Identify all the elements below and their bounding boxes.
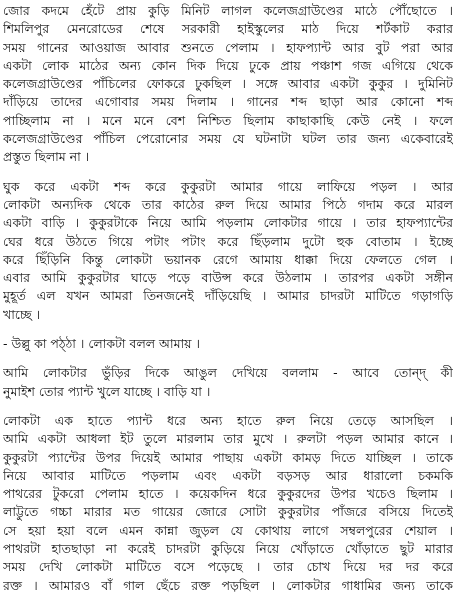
text-line: সময় দেখি লোকটা মাটিতে বসে পড়েছে । তার চোখ দিয়ে দর দর করে <box>3 559 453 575</box>
text-line: পাথরের টুকরো পেলাম হাতে । কয়েকদিন ধরে কুকুরদের উপর খচেও ছিলাম । <box>3 486 453 502</box>
text-line: রক্ত । আমারও বাঁ গাল ছেঁচে রক্ত পড়ছিল । লোকটার গাধামির জন্য তাকে <box>3 577 453 593</box>
paragraph-5 <box>3 412 453 595</box>
text-line: কুকুরটা প্যান্টের উপর দিয়েই আমার পাছায় একটা কামড় দিতে যাচ্ছিল । তাকে <box>3 449 453 465</box>
paragraph-1 <box>3 2 453 167</box>
paragraph-gap <box>3 401 453 412</box>
text-line: কলেজগ্রাউণ্ডের পাঁচিল পেরোনোর সময় যে ঘটনাটা ঘটল তার জন্য একেবারেই <box>3 131 453 147</box>
text-line: করে ছিঁড়িনি কিন্তু লোকটা ভয়ানক রেগে আমায় ধাক্কা দিয়ে ফেলতে গেল । <box>3 251 453 267</box>
text-line: লোকটা অন্যদিক থেকে তার কাঠের রুল দিয়ে আমার পিঠে গদাম করে মারল <box>3 196 453 212</box>
text-line: একটা বাড়ি । কুকুরটাকে নিয়ে আমি পড়লাম লোকটার গায়ে । তার হাফপ্যান্টের <box>3 215 453 231</box>
text-line: মুহূর্ত এল যখন আমরা তিনজনেই দাঁড়িয়েছি । আমার চাদরটা মাটিতে গড়াগড়ি <box>3 288 453 304</box>
text-line: সে হয়া হয়া বলে এমন কান্না জুড়ল যে কোথায় লাগে সম্বলপুরের শেয়াল । <box>3 522 453 538</box>
text-line: লাট্টুতে গচ্চা মারার মত গায়ের জোরে সোটা কুকুরটার পাঁজরে বসিয়ে দিতেই <box>3 504 453 520</box>
text-line: পাথরটা হাতছাড়া না করেই চাদরটা কুড়িয়ে নিয়ে খোঁড়াতে খোঁড়াতে ছুট মারার <box>3 541 453 557</box>
text-line: ঘের ধরে উঠতে গিয়ে পটাং পটাং করে ছিঁড়লাম দুটো হুক বোতাম । ইচ্ছে <box>3 233 453 249</box>
paragraph-3 <box>3 335 453 353</box>
text-line: আমি লোকটার ভুঁড়ির দিকে আঙুল দেখিয়ে বললাম - আবে তোন্দ্ কী <box>3 365 453 381</box>
text-line: নিয়ে আবার মাটিতে পড়লাম এবং একটা বড়সড় আর ধারালো চকমকি <box>3 467 453 483</box>
text-line: লোকটা এক হাতে প্যান্ট ধরে অন্য হাতে রুল নিয়ে তেড়ে আসছিল । <box>3 412 453 428</box>
paragraph-gap <box>3 353 453 364</box>
paragraph-4 <box>3 364 453 401</box>
text-line: শিমলিপুর মেনরোডের শেষে সরকারী হাইস্কুলের মাঠ দিয়ে শর্টকাট করার <box>3 21 453 37</box>
paragraph-gap <box>3 167 453 178</box>
text-line: প্রস্তুত ছিলাম না । <box>3 149 90 165</box>
text-line: দাঁড়িয়ে তাদের এগোবার সময় দিলাম । গানের শব্দ ছাড়া আর কোনো শব্দ <box>3 94 453 110</box>
text-line: সময় গানের আওয়াজ আবার শুনতে পেলাম । হাফপ্যান্ট আর বুট পরা আর <box>3 39 453 55</box>
text-line: ঘুক করে একটা শব্দ করে কুকুরটা আমার গায়ে লাফিয়ে পড়ল । আর <box>3 178 453 194</box>
text-line: কলেজগ্রাউণ্ডের পাঁচিলের ফোকরে ঢুকছিল । সঙ্গে আবার একটা কুকুর । দুমিনিট <box>3 76 453 92</box>
paragraph-gap <box>3 324 453 335</box>
paragraph-2 <box>3 178 453 324</box>
text-line: খাচ্ছে । <box>3 306 41 322</box>
text-line: - উল্লু কা পঠ্ঠা । লোকটা বলল আমায় । <box>3 336 200 352</box>
text-line: এবার আমি কুকুরটার ঘাড়ে পড়ে বাউন্স করে উঠলাম । তারপর একটা সঙ্গীন <box>3 270 453 286</box>
text-line: পাচ্ছিলাম না । মনে মনে বেশ নিশ্চিত ছিলাম কাছাকাছি কেউ নেই । ফলে <box>3 112 453 128</box>
text-line: একটা লোক মাঠের অন্য কোন দিক দিয়ে ঢুকে প্রায় পঞ্চাশ গজ এগিয়ে থেকে <box>3 57 453 73</box>
text-line: জোর কদমে হেঁটে প্রায় কুড়ি মিনিট লাগল কলেজগ্রাউণ্ডের মাঠে পৌঁছোতে । <box>3 3 453 18</box>
text-line: আমি একটা আধলা ইট তুলে মারলাম তার মুখে । রুলটা পড়ল আমার কানে । <box>3 431 453 447</box>
text-line: নুমাইশ তোর প্যান্ট খুলে যাচ্ছে । বাড়ি যা । <box>3 383 211 399</box>
